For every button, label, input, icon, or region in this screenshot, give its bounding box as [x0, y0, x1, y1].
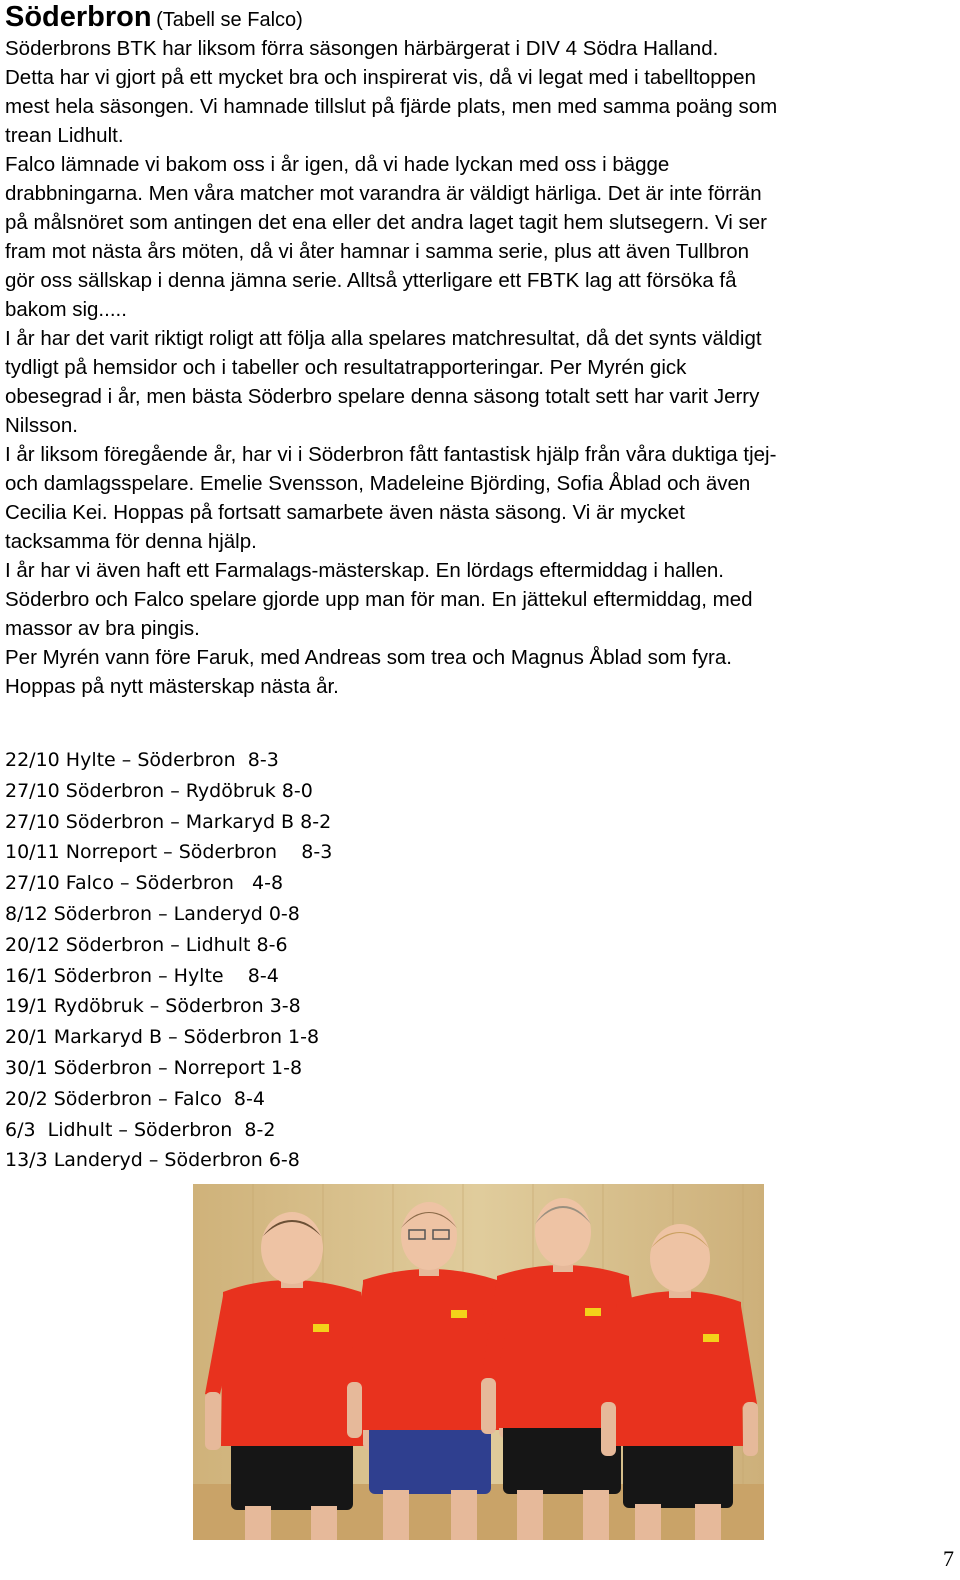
article-body [5, 34, 955, 701]
page-number: 7 [943, 1546, 954, 1571]
match-result-row: 30/1 Söderbron – Norreport 1-8 [5, 1056, 303, 1079]
team-photo-illustration [193, 1184, 764, 1540]
paragraph-season: Söderbrons BTK har liksom förra säsongen härbärgerat i DIV 4 Södra Halland. Detta har vi gjort på ett mycket bra och inspirerat vis, då vi legat med i tabelltoppen mest hela säsongen. Vi hamnade tillslut på fjärde plats, men med samma poäng som trean Lidhult. [5, 37, 778, 147]
match-result-row: 20/12 Söderbron – Lidhult 8-6 [5, 933, 288, 956]
article-subtitle: (Tabell se Falco) [156, 9, 303, 31]
match-result-row: 20/1 Markaryd B – Söderbron 1-8 [5, 1026, 320, 1049]
paragraph-falco: Falco lämnade vi bakom oss i år igen, då vi hade lyckan med oss i bägge drabbningarna. Men våra matcher mot varandra är väldigt härliga. Det är inte förrän på målsnöret som antingen det ena eller det andra laget tagit hem slutsegern. Vi ser fram mot nästa års möten, då vi åter hamnar i samma serie, plus att även Tullbron gör oss sällskap i denna jämna serie. Alltså ytterligare ett FBTK lag att försöka få bakom sig..... [5, 153, 767, 321]
match-result-row: 13/3 Landeryd – Söderbron 6-8 [5, 1149, 300, 1172]
article-title: Söderbron [5, 1, 152, 33]
paragraph-players: I år har det varit riktigt roligt att följa alla spelares matchresultat, då det synts väldigt tydligt på hemsidor och i tabeller och resultatrapporteringar. Per Myrén gick obesegrad i år, men bästa Söderbro spelare denna säsong totalt sett har varit Jerry Nilsson. [5, 327, 762, 437]
paragraph-championship-result: Per Myrén vann före Faruk, med Andreas som trea och Magnus Åblad som fyra. Hoppas på nytt mästerskap nästa år. [5, 646, 732, 698]
match-result-row: 27/10 Söderbron – Markaryd B 8-2 [5, 810, 332, 833]
match-result-row: 19/1 Rydöbruk – Söderbron 3-8 [5, 995, 301, 1018]
match-result-row: 20/2 Söderbron – Falco 8-4 [5, 1087, 265, 1110]
match-result-row: 8/12 Söderbron – Landeryd 0-8 [5, 902, 300, 925]
match-result-row: 10/11 Norreport – Söderbron 8-3 [5, 841, 333, 864]
match-result-row: 22/10 Hylte – Söderbron 8-3 [5, 749, 279, 771]
match-result-row: 27/10 Söderbron – Rydöbruk 8-0 [5, 779, 313, 802]
paragraph-farm-championship: I år har vi även haft ett Farmalags-mästerskap. En lördags eftermiddag i hallen. Söderbro och Falco spelare gjorde upp man för man. En jättekul eftermiddag, med massor av bra pingis. [5, 559, 753, 640]
match-result-row: 16/1 Söderbron – Hylte 8-4 [5, 964, 279, 987]
paragraph-womens-team: I år liksom föregående år, har vi i Söderbron fått fantastisk hjälp från våra duktiga tjej- och damlagsspelare. Emelie Svensson, Madeleine Björding, Sofia Åblad och även Cecilia Kei. Hoppas på fortsatt samarbete även nästa säsong. Vi är mycket tacksamma för denna hjälp. [5, 443, 777, 553]
match-result-row: 27/10 Falco – Söderbron 4-8 [5, 872, 284, 895]
match-result-row: 6/3 Lidhult – Söderbron 8-2 [5, 1118, 276, 1141]
team-photo [193, 1184, 764, 1540]
match-results-list [5, 745, 605, 1176]
